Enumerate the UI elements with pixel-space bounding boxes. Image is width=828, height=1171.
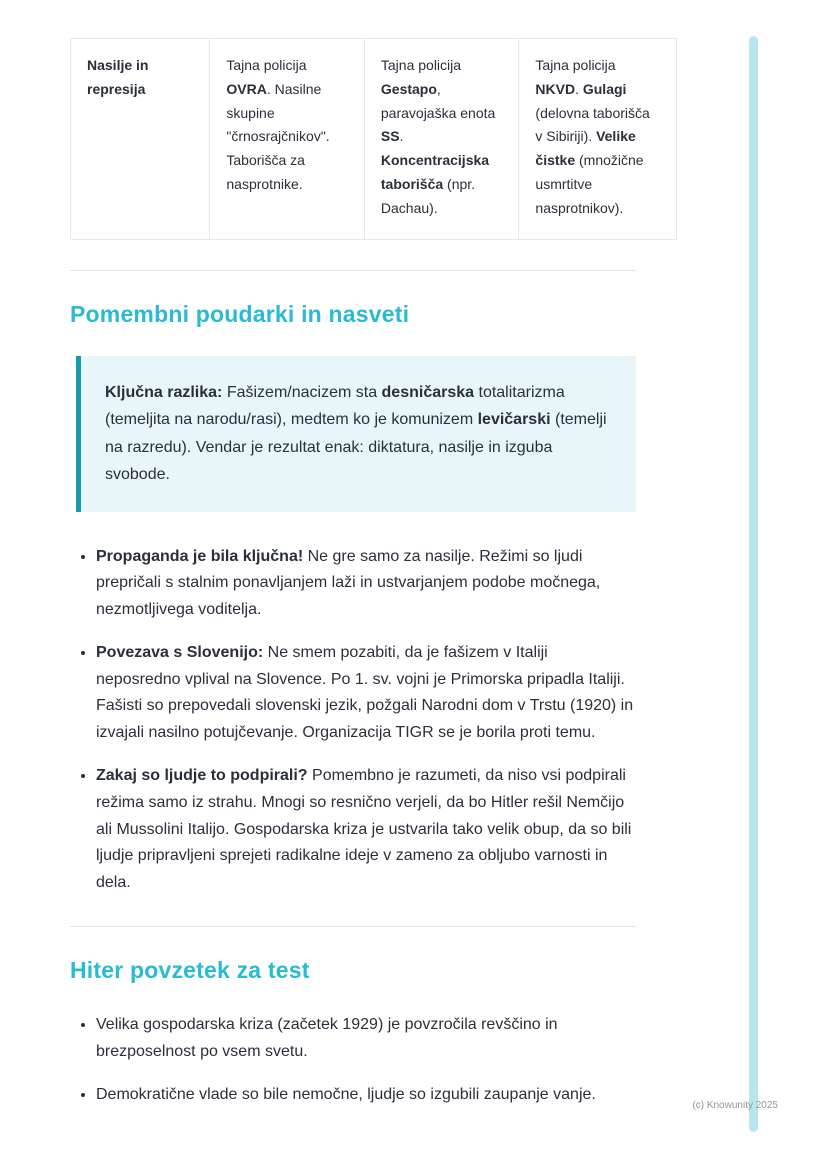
summary-bullet-list (70, 1012, 636, 1109)
highlights-bullet-list (70, 544, 636, 897)
document-content (70, 38, 677, 1109)
table-cell-gestapo: Tajna policija Gestapo, paravojaška enota SS. Koncentracijska taborišča (npr. Dachau). (364, 39, 519, 240)
scrollbar-thumb[interactable] (749, 36, 758, 1132)
totalitarian-regimes-comparison-table (70, 38, 677, 240)
key-difference-callout (76, 356, 636, 512)
section-divider (70, 270, 636, 271)
list-item: • Povezava s Slovenijo: Ne smem pozabiti, da je fašizem v Italiji neposredno vplival na Slovence. Po 1. sv. vojni je Primorska pripadla Italiji. Fašisti so prepovedali slovenski jezik, požgali Narodni dom v Trstu (1920) in izvajali nasilno potujčevanje. Organizacija TIGR se je borila proti temu. (96, 640, 636, 746)
section-divider (70, 926, 636, 927)
section-heading-summary: Hiter povzetek za test (70, 957, 310, 984)
table-cell-nkvd: Tajna policija NKVD. Gulagi (delovna taborišča v Sibiriji). Velike čistke (množične usmrtitve nasprotnikov). (519, 39, 677, 240)
section-heading-highlights: Pomembni poudarki in nasveti (70, 300, 410, 327)
callout-text: Ključna razlika: Fašizem/nacizem sta desničarska totalitarizma (temeljita na narodu/rasi), medtem ko je komunizem levičarski (temelji na razredu). Vendar je rezultat enak: diktatura, nasilje in izguba svobode. (105, 383, 607, 484)
table-row-header: Nasilje in represija (71, 39, 210, 240)
list-item: • Velika gospodarska kriza (začetek 1929) je povzročila revščino in brezposelnost po vsem svetu. (96, 1012, 636, 1065)
list-item: • Demokratične vlade so bile nemočne, ljudje so izgubili zaupanje vanje. (96, 1082, 636, 1109)
table-row (71, 39, 677, 240)
table-cell-ovra: Tajna policija OVRA. Nasilne skupine "črnosrajčnikov". Taborišča za nasprotnike. (210, 39, 365, 240)
list-item: • Zakaj so ljudje to podpirali? Pomembno je razumeti, da niso vsi podpirali režima samo iz strahu. Mnogi so resnično verjeli, da bo Hitler rešil Nemčijo ali Mussolini Italijo. Gospodarska kriza je ustvarila tako velik obup, da so bili ljudje pripravljeni sprejeti radikalne ideje v zameno za obljubo varnosti in dela. (96, 763, 636, 896)
copyright-watermark: (c) Knowunity 2025 (692, 1100, 778, 1111)
list-item: • Propaganda je bila ključna! Ne gre samo za nasilje. Režimi so ljudi prepričali s stalnim ponavljanjem laži in ustvarjanjem podobe močnega, nezmotljivega voditelja. (96, 544, 636, 624)
